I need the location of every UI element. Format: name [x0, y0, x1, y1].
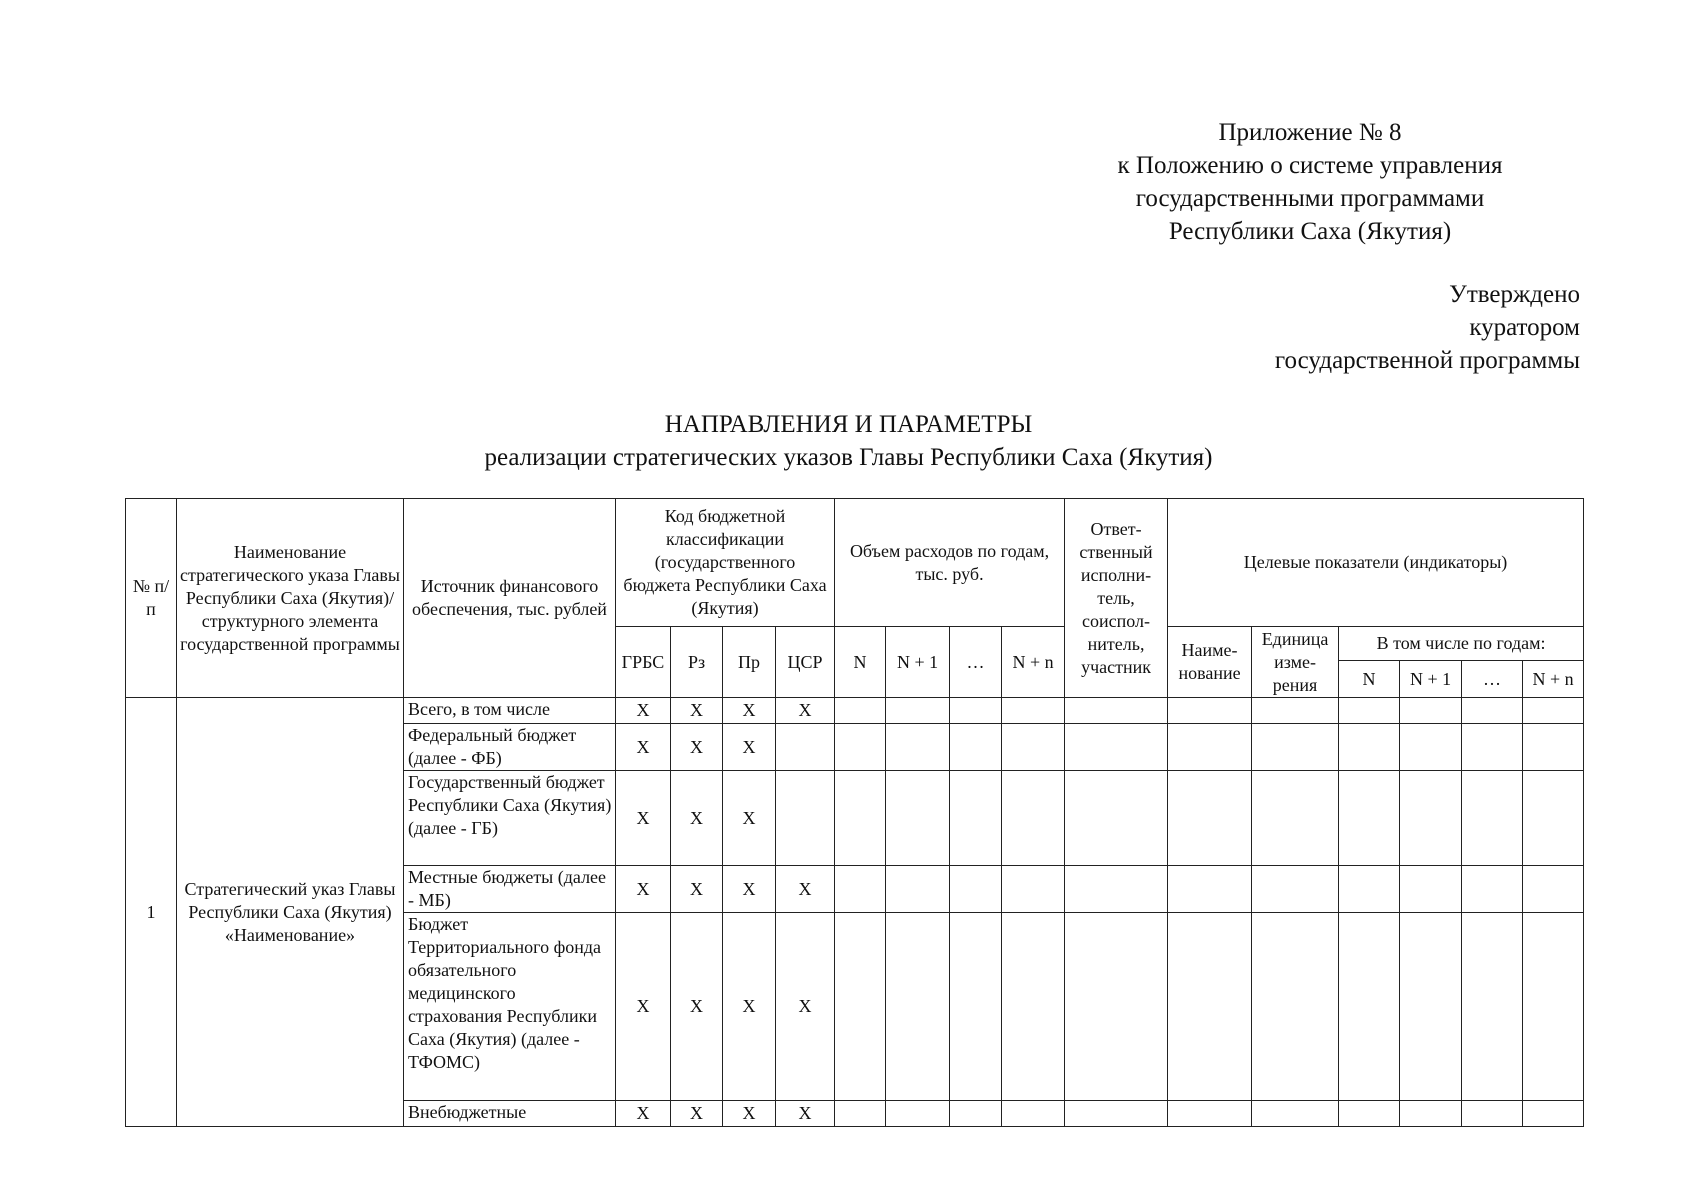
empty-cell — [1252, 771, 1339, 866]
appendix-line: Республики Саха (Якутия) — [1168, 218, 1452, 245]
code-cell: Х — [616, 866, 671, 913]
code-cell — [776, 771, 835, 866]
header-target-year-dots: … — [1462, 661, 1523, 698]
code-cell: Х — [776, 913, 835, 1101]
header-volume-year-nn: N + n — [1002, 627, 1065, 698]
code-cell: Х — [671, 724, 723, 771]
empty-cell — [950, 1101, 1002, 1127]
code-cell: Х — [616, 771, 671, 866]
empty-cell — [886, 913, 950, 1101]
title-line-1: НАПРАВЛЕНИЯ И ПАРАМЕТРЫ — [664, 411, 1033, 438]
code-cell: Х — [723, 913, 776, 1101]
header-target-year-nn: N + n — [1523, 661, 1584, 698]
empty-cell — [835, 771, 886, 866]
header-pr: Пр — [723, 627, 776, 698]
row-name: Стратегический указ Главы Республики Саха (Якутия) «Наименование» — [177, 698, 404, 1127]
empty-cell — [1462, 698, 1523, 724]
source-cell: Бюджет Территориального фонда обязательного медицинского страхования Республики Саха (Якутия) (далее - ТФОМС) — [404, 913, 616, 1101]
code-cell: Х — [776, 1101, 835, 1127]
code-cell: Х — [776, 866, 835, 913]
empty-cell — [1065, 913, 1168, 1101]
code-cell: Х — [616, 698, 671, 724]
empty-cell — [1065, 1101, 1168, 1127]
code-cell: Х — [723, 1101, 776, 1127]
header-volume: Объем расходов по годам, тыс. руб. — [835, 499, 1065, 627]
empty-cell — [1339, 1101, 1400, 1127]
table-row — [126, 698, 1584, 724]
code-cell: Х — [723, 771, 776, 866]
code-cell: Х — [723, 698, 776, 724]
empty-cell — [950, 771, 1002, 866]
empty-cell — [835, 698, 886, 724]
code-cell: Х — [776, 698, 835, 724]
empty-cell — [886, 771, 950, 866]
source-cell: Государственный бюджет Республики Саха (Якутия) (далее - ГБ) — [404, 771, 616, 866]
empty-cell — [950, 913, 1002, 1101]
code-cell: Х — [723, 724, 776, 771]
empty-cell — [1002, 771, 1065, 866]
empty-cell — [1523, 724, 1584, 771]
empty-cell — [835, 866, 886, 913]
empty-cell — [950, 724, 1002, 771]
empty-cell — [1252, 913, 1339, 1101]
code-cell: Х — [671, 771, 723, 866]
empty-cell — [950, 866, 1002, 913]
approval-line: куратором — [1469, 314, 1580, 341]
appendix-block — [1010, 116, 1610, 248]
empty-cell — [1400, 866, 1462, 913]
empty-cell — [1002, 698, 1065, 724]
header-rz: Рз — [671, 627, 723, 698]
empty-cell — [1168, 698, 1252, 724]
directions-table — [125, 498, 1584, 1127]
title-line-2: реализации стратегических указов Главы Республики Саха (Якутия) — [484, 444, 1213, 471]
empty-cell — [1065, 866, 1168, 913]
source-cell: Федеральный бюджет (далее - ФБ) — [404, 724, 616, 771]
header-name: Наименование стратегического указа Главы Республики Саха (Якутия)/ структурного элемента государственной программы — [177, 499, 404, 698]
header-volume-year-n: N — [835, 627, 886, 698]
code-cell — [776, 724, 835, 771]
empty-cell — [1523, 866, 1584, 913]
empty-cell — [835, 913, 886, 1101]
header-responsible: Ответ-ственный исполни-тель, соиспол-нитель, участник — [1065, 499, 1168, 698]
header-volume-year-dots: … — [950, 627, 1002, 698]
approval-line: государственной программы — [1274, 347, 1580, 374]
empty-cell — [1523, 771, 1584, 866]
code-cell: Х — [671, 866, 723, 913]
empty-cell — [1339, 913, 1400, 1101]
empty-cell — [1168, 866, 1252, 913]
empty-cell — [1252, 866, 1339, 913]
empty-cell — [1065, 724, 1168, 771]
approval-block — [980, 278, 1580, 377]
empty-cell — [1462, 1101, 1523, 1127]
code-cell: Х — [671, 1101, 723, 1127]
empty-cell — [835, 1101, 886, 1127]
code-cell: Х — [723, 866, 776, 913]
empty-cell — [1002, 724, 1065, 771]
code-cell: Х — [616, 724, 671, 771]
empty-cell — [835, 724, 886, 771]
appendix-line: государственными программами — [1135, 185, 1485, 212]
appendix-line: Приложение № 8 — [1218, 119, 1402, 146]
source-cell: Местные бюджеты (далее - МБ) — [404, 866, 616, 913]
empty-cell — [1523, 913, 1584, 1101]
empty-cell — [1523, 698, 1584, 724]
empty-cell — [1002, 866, 1065, 913]
code-cell: Х — [616, 1101, 671, 1127]
code-cell: Х — [616, 913, 671, 1101]
approval-line: Утверждено — [1449, 281, 1580, 308]
empty-cell — [1462, 724, 1523, 771]
empty-cell — [1168, 724, 1252, 771]
empty-cell — [1168, 1101, 1252, 1127]
empty-cell — [1252, 698, 1339, 724]
empty-cell — [1400, 771, 1462, 866]
empty-cell — [1400, 913, 1462, 1101]
document-title — [0, 408, 1697, 474]
empty-cell — [1400, 724, 1462, 771]
row-num: 1 — [126, 698, 177, 1127]
header-num: № п/п — [126, 499, 177, 698]
empty-cell — [1065, 698, 1168, 724]
source-cell: Всего, в том числе — [404, 698, 616, 724]
empty-cell — [950, 698, 1002, 724]
empty-cell — [886, 866, 950, 913]
empty-cell — [1002, 913, 1065, 1101]
empty-cell — [1339, 866, 1400, 913]
empty-cell — [1339, 771, 1400, 866]
empty-cell — [1400, 698, 1462, 724]
empty-cell — [886, 1101, 950, 1127]
header-target-year-n1: N + 1 — [1400, 661, 1462, 698]
header-unit: Единица изме-рения — [1252, 627, 1339, 698]
empty-cell — [1168, 913, 1252, 1101]
code-cell: Х — [671, 698, 723, 724]
empty-cell — [886, 698, 950, 724]
empty-cell — [1400, 1101, 1462, 1127]
empty-cell — [1339, 724, 1400, 771]
empty-cell — [1002, 1101, 1065, 1127]
empty-cell — [1523, 1101, 1584, 1127]
empty-cell — [1252, 724, 1339, 771]
empty-cell — [1462, 771, 1523, 866]
header-by-years: В том числе по годам: — [1339, 627, 1584, 661]
header-grbs: ГРБС — [616, 627, 671, 698]
code-cell: Х — [671, 913, 723, 1101]
empty-cell — [1065, 771, 1168, 866]
empty-cell — [1339, 698, 1400, 724]
header-targets: Целевые показатели (индикаторы) — [1168, 499, 1584, 627]
header-csr: ЦСР — [776, 627, 835, 698]
empty-cell — [1168, 771, 1252, 866]
header-code: Код бюджетной классификации (государственного бюджета Республики Саха (Якутия) — [616, 499, 835, 627]
empty-cell — [1252, 1101, 1339, 1127]
source-cell: Внебюджетные — [404, 1101, 616, 1127]
header-source: Источник финансового обеспечения, тыс. рублей — [404, 499, 616, 698]
appendix-line: к Положению о системе управления — [1117, 152, 1503, 179]
empty-cell — [1462, 866, 1523, 913]
empty-cell — [1462, 913, 1523, 1101]
empty-cell — [886, 724, 950, 771]
header-target-name: Наиме-нование — [1168, 627, 1252, 698]
header-target-year-n: N — [1339, 661, 1400, 698]
header-volume-year-n1: N + 1 — [886, 627, 950, 698]
